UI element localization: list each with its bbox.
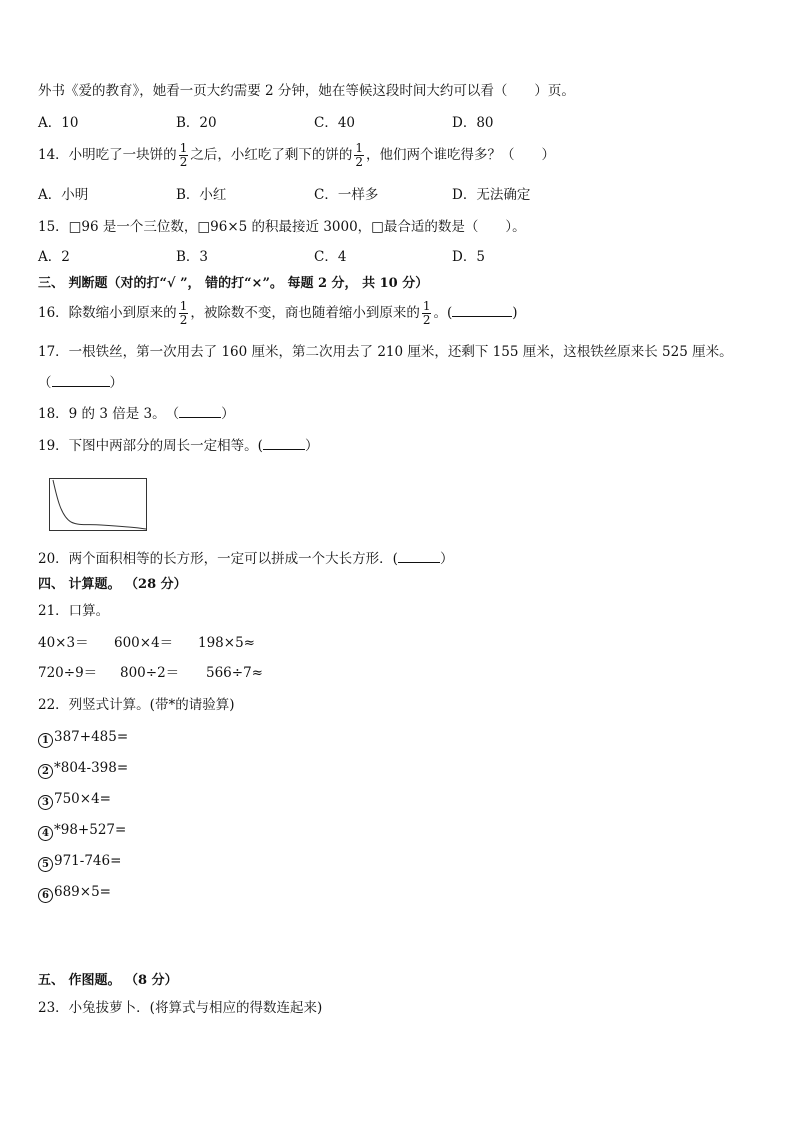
q16-text-mid: ，被除数不变，商也随着缩小到原来的 xyxy=(190,305,420,321)
q15-option-a: A．2 xyxy=(38,249,70,265)
vertical-calc-item-3 xyxy=(38,790,111,810)
q20-question xyxy=(38,550,453,568)
vertical-calc-expression: 689×5= xyxy=(54,884,111,900)
vertical-calc-expression: 750×4= xyxy=(54,791,111,807)
q19-paren-close: ） xyxy=(304,438,319,454)
section-3-heading: 三、 判断题（对的打“√ ”， 错的打“×”。 每题 2 分， 共 10 分） xyxy=(38,276,429,291)
q17-answer-line xyxy=(38,374,123,392)
q16-question xyxy=(38,300,518,327)
q14-text-post: ，他们两个谁吃得多？（ ） xyxy=(365,147,555,163)
q23-question: 23．小兔拔萝卜．(将算式与相应的得数连起来) xyxy=(38,1000,323,1016)
circled-number: 3 xyxy=(38,795,53,810)
oral-calc-item: 40×3＝ xyxy=(38,635,89,651)
q17-paren-close: ） xyxy=(109,375,123,391)
vertical-calc-expression: *804-398= xyxy=(54,760,129,776)
vertical-calc-item-2 xyxy=(38,759,128,779)
vertical-calc-expression: 971-746= xyxy=(54,853,122,869)
q16-paren-close: ) xyxy=(512,305,518,321)
vertical-calc-item-6 xyxy=(38,883,111,903)
q14-fraction-1: $\frac{1}{2}$ xyxy=(179,141,188,169)
q14-fraction-2: $\frac{1}{2}$ xyxy=(355,141,363,169)
q14-text-pre: 14．小明吃了一块饼的 xyxy=(38,147,177,163)
q13-option-b: B．20 xyxy=(176,115,217,131)
q16-text-pre: 16．除数缩小到原来的 xyxy=(38,305,177,321)
oral-calc-item: 198×5≈ xyxy=(198,635,255,651)
q13-option-c: C．40 xyxy=(314,115,356,131)
q13-option-d: D．80 xyxy=(452,115,494,131)
q15-option-d: D．5 xyxy=(452,249,485,265)
q16-answer-blank[interactable] xyxy=(452,304,512,317)
q20-text: 20．两个面积相等的长方形，一定可以拼成一个大长方形．( xyxy=(38,551,398,567)
q14-question xyxy=(38,142,555,169)
q22-question: 22．列竖式计算。(带*的请验算) xyxy=(38,697,235,713)
circled-number: 1 xyxy=(38,733,53,748)
q19-rectangle-figure xyxy=(49,478,148,532)
q19-text: 19．下图中两部分的周长一定相等。( xyxy=(38,438,263,454)
q14-text-mid: 之后，小红吃了剩下的饼的 xyxy=(190,147,353,163)
vertical-calc-expression: *98+527= xyxy=(54,822,127,838)
q14-option-d: D．无法确定 xyxy=(452,187,531,203)
vertical-calc-item-5 xyxy=(38,852,121,872)
q14-option-c: C．一样多 xyxy=(314,187,379,203)
vertical-calc-item-1 xyxy=(38,728,128,748)
q18-answer-blank[interactable] xyxy=(179,405,221,418)
q20-answer-blank[interactable] xyxy=(398,550,440,563)
q19-question xyxy=(38,437,318,455)
q14-option-a: A．小明 xyxy=(38,187,89,203)
q14-option-b: B．小红 xyxy=(176,187,227,203)
oral-calc-item: 600×4＝ xyxy=(114,635,174,651)
q13-text: 外书《爱的教育》，她看一页大约需要 2 分钟，她在等候这段时间大约可以看（ ）页。 xyxy=(38,83,575,99)
q15-option-c: C．4 xyxy=(314,249,347,265)
section-5-heading: 五、 作图题。 （8 分） xyxy=(38,973,178,988)
q15-option-b: B．3 xyxy=(176,249,209,265)
circled-number: 5 xyxy=(38,857,53,872)
q17-answer-blank[interactable] xyxy=(52,374,110,387)
q16-fraction-1: $\frac{1}{2}$ xyxy=(179,299,188,327)
figure-rectangle-outline xyxy=(50,479,147,531)
q18-paren-close: ） xyxy=(221,406,235,422)
q17-paren-open: （ xyxy=(38,375,52,391)
q21-question: 21．口算。 xyxy=(38,603,110,619)
vertical-calc-expression: 387+485= xyxy=(54,729,129,745)
q16-text-post: 。( xyxy=(433,305,453,321)
q18-text: 18．9 的 3 倍是 3。 （ xyxy=(38,406,180,422)
oral-calc-row-1 xyxy=(38,634,255,652)
circled-number: 2 xyxy=(38,764,53,779)
q19-answer-blank[interactable] xyxy=(263,437,305,450)
q16-fraction-2: $\frac{1}{2}$ xyxy=(422,299,431,327)
q13-option-a: A．10 xyxy=(38,115,79,131)
q15-question: 15．□96 是一个三位数，□96×5 的积最接近 3000，□最合适的数是（ ）。 xyxy=(38,219,526,235)
q18-question xyxy=(38,405,235,423)
oral-calc-row-2 xyxy=(38,664,263,682)
oral-calc-item: 800÷2＝ xyxy=(120,665,180,681)
oral-calc-item: 566÷7≈ xyxy=(206,665,263,681)
circled-number: 4 xyxy=(38,826,53,841)
figure-dividing-curve xyxy=(53,480,146,529)
circled-number: 6 xyxy=(38,888,53,903)
q20-paren-close: ） xyxy=(439,551,454,567)
vertical-calc-item-4 xyxy=(38,821,126,841)
q17-question: 17．一根铁丝，第一次用去了 160 厘米，第二次用去了 210 厘米，还剩下 155 厘米，这根铁丝原来长 525 厘米。 xyxy=(38,344,733,360)
oral-calc-item: 720÷9＝ xyxy=(38,665,98,681)
section-4-heading: 四、 计算题。 （28 分） xyxy=(38,577,187,592)
